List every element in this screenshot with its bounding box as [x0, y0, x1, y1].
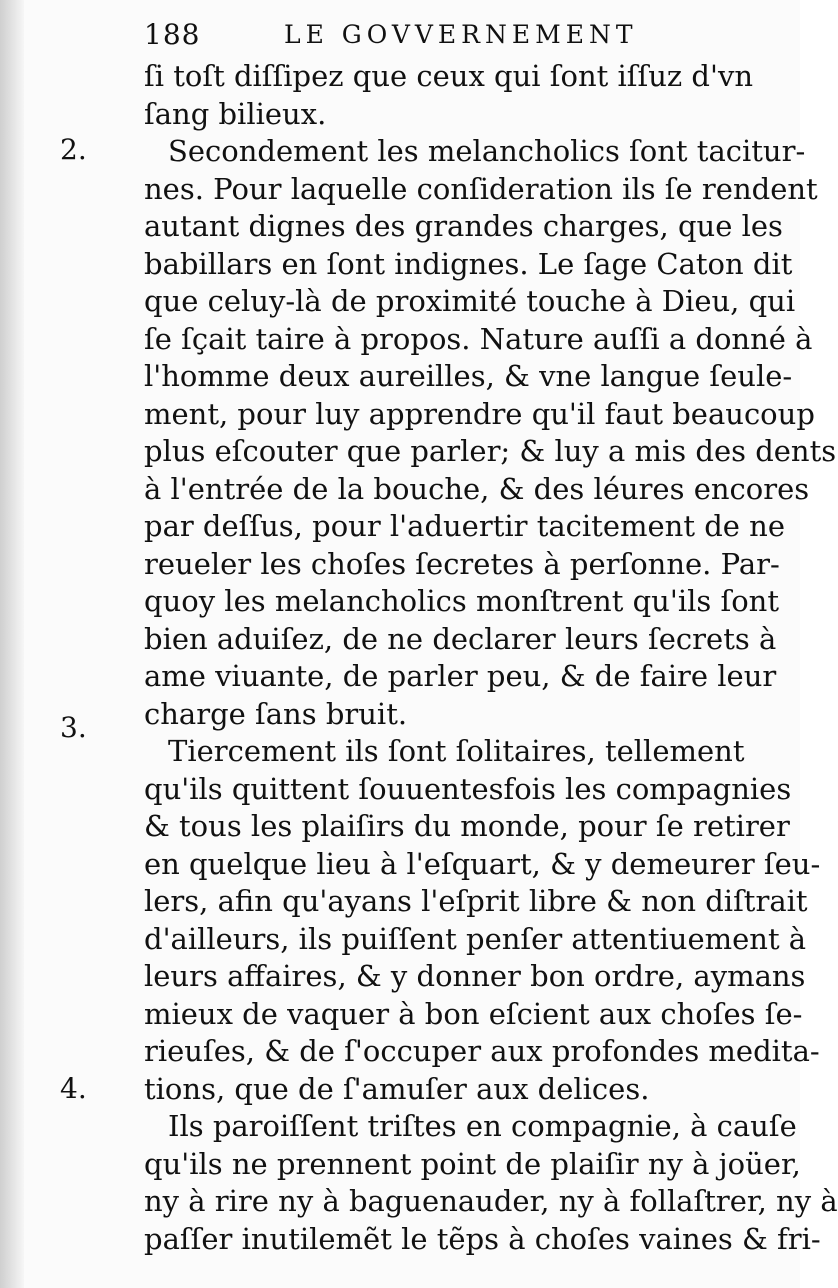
text-line: que celuy-là de proximité touche à Dieu, qui: [144, 284, 796, 318]
text-line: rieuſes, & de ſ'occuper aux profondes medita-: [144, 1034, 820, 1068]
margin-number: 2.: [60, 133, 87, 166]
text-line: qu'ils quittent ſouuentesfois les compagnies: [144, 771, 792, 806]
text-line: leurs affaires, & y donner bon ordre, aymans: [144, 959, 806, 993]
margin-number: 3.: [60, 711, 87, 744]
text-line: ſang bilieux.: [144, 96, 327, 131]
text-line: ſi toſt diſſipez que ceux qui ſont iſſuz d'vn: [144, 59, 754, 93]
text-line: d'ailleurs, ils puiſſent penſer attentiuement à: [144, 921, 807, 956]
text-line: bien aduiſez, de ne declarer leurs ſecrets à: [144, 621, 777, 656]
text-line: Tiercement ils ſont ſolitaires, tellement: [168, 734, 745, 768]
text-line: lers, afin qu'ayans l'eſprit libre & non diſtrait: [144, 884, 808, 918]
text-line: ment, pour luy apprendre qu'il faut beaucoup: [144, 396, 815, 431]
text-line: & tous les plaiſirs du monde, pour ſe retirer: [144, 809, 790, 843]
text-line: charge ſans bruit.: [144, 696, 408, 731]
text-line: nes. Pour laquelle conſideration ils ſe rendent: [144, 171, 818, 206]
page-gutter-shadow: [0, 0, 24, 1288]
text-line: par deſſus, pour l'aduertir tacitement de ne: [144, 509, 785, 543]
text-line: reueler les choſes ſecretes à perſonne. Par-: [144, 546, 780, 581]
text-line: plus eſcouter que parler; & luy a mis des dents: [144, 434, 837, 468]
text-line: autant dignes des grandes charges, que les: [144, 209, 783, 243]
text-line: ny à rire ny à baguenauder, ny à follaſtrer, ny à: [144, 1184, 838, 1218]
text-line: Ils paroiſſent triſtes en compagnie, à cauſe: [168, 1109, 797, 1143]
body-text: [144, 58, 838, 1258]
page-header: [144, 18, 764, 58]
margin-number: 4.: [60, 1072, 87, 1105]
text-line: en quelque lieu à l'eſquart, & y demeurer ſeu-: [144, 846, 821, 881]
text-line: quoy les melancholics monſtrent qu'ils ſont: [144, 584, 779, 618]
text-line: à l'entrée de la bouche, & des léures encores: [144, 471, 810, 506]
text-line: mieux de vaquer à bon eſcient aux choſes ſe-: [144, 996, 803, 1031]
text-line: Secondement les melancholics ſont tacitur-: [168, 134, 806, 168]
text-line: paſſer inutilemẽt le tẽps à choſes vaines & fri-: [144, 1221, 821, 1256]
text-line: ſe ſçait taire à propos. Nature auſſi a donné à: [144, 321, 813, 356]
text-line: l'homme deux aureilles, & vne langue ſeule-: [144, 359, 793, 393]
running-title: LE GOVVERNEMENT: [284, 20, 638, 49]
page-number: 188: [144, 18, 201, 51]
text-line: ame viuante, de parler peu, & de faire leur: [144, 659, 777, 693]
text-line: tions, que de ſ'amuſer aux delices.: [144, 1071, 650, 1106]
text-line: babillars en ſont indignes. Le ſage Caton dit: [144, 246, 793, 281]
text-line: qu'ils ne prennent point de plaiſir ny à joüer,: [144, 1146, 801, 1181]
